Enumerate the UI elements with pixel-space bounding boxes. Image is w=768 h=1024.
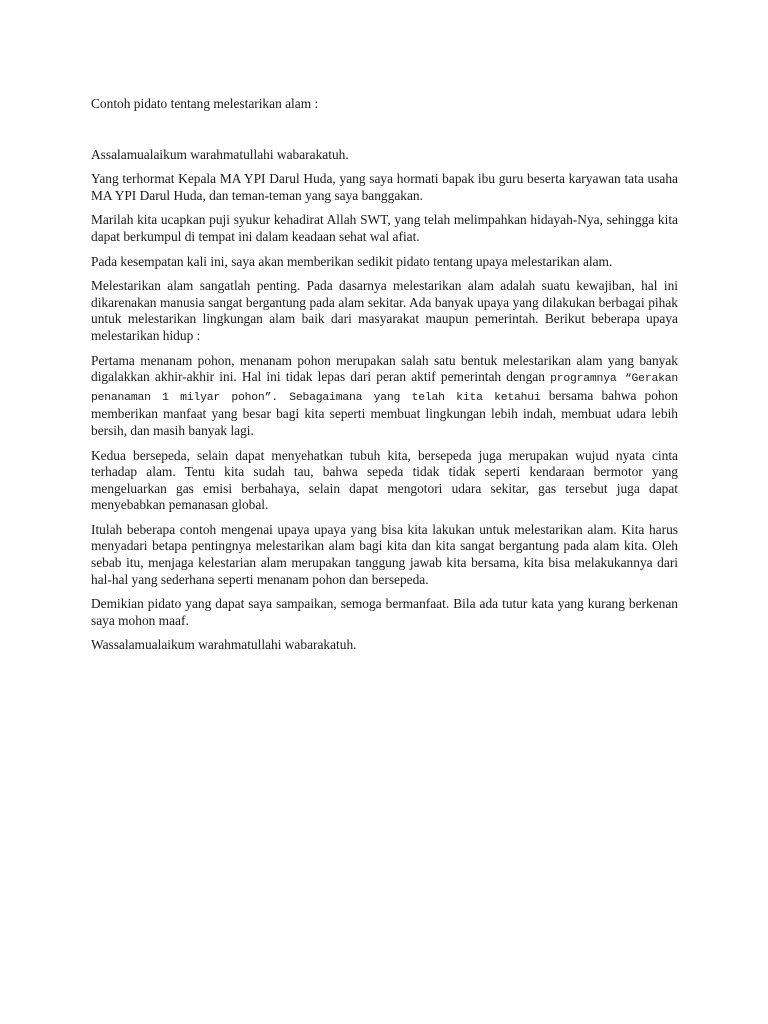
planting-trees-text-1: Pertama menanam pohon, menanam pohon merupakan salah satu bentuk melestarikan alam yang banyak digalakkan akhir-akhir ini. Hal ini tidak lepas dari peran aktif pemerintah dengan <box>91 352 678 385</box>
importance-paragraph: Melestarikan alam sangatlah penting. Pada dasarnya melestarikan alam adalah suatu kewajiban, hal ini dikarenakan manusia sangat bergantung pada alam sekitar. Ada banyak upaya yang dilakukan berbagai pihak untuk melestarikan lingkungan alam baik dari masyarakat maupun pemerintah. Berikut beberapa upaya melestarikan hidup : <box>91 278 678 343</box>
document-title: Contoh pidato tentang melestarikan alam : <box>91 96 319 111</box>
salutation-paragraph: Yang terhormat Kepala MA YPI Darul Huda, yang saya hormati bapak ibu guru beserta karyawan tata usaha MA YPI Darul Huda, dan teman-teman yang saya banggakan. <box>91 171 678 203</box>
conclusion-paragraph: Itulah beberapa contoh mengenai upaya upaya yang bisa kita lakukan untuk melestarikan alam. Kita harus menyadari betapa pentingnya melestarikan alam bagi kita dan kita sangat bergantung pada alam kita. Oleh sebab itu, menjaga kelestarian alam merupakan tanggung jawab kita bersama, kita bisa melakukannya dari hal-hal yang sederhana seperti menanam pohon dan bersepeda. <box>91 521 678 587</box>
intro-paragraph: Pada kesempatan kali ini, saya akan memberikan sedikit pidato tentang upaya melestarikan alam. <box>91 253 613 269</box>
document-body <box>91 96 678 662</box>
cycling-paragraph: Kedua bersepeda, selain dapat menyehatkan tubuh kita, bersepeda juga merupakan wujud nyata cinta terhadap alam. Tentu kita sudah tau, bahwa sepeda tidak tidak seperti kendaraan bermotor yang mengeluarkan gas emisi berbahaya, selain dapat mengotori udara sekitar, gas tersebut juga dapat menyebabkan pemanasan global. <box>91 447 678 513</box>
planting-trees-text-2: bersama bahwa pohon memberikan manfaat yang besar bagi kita seperti membuat lingkungan lebih indah, membuat udara lebih bersih, dan masih banyak lagi. <box>91 387 678 438</box>
planting-trees-paragraph <box>91 353 678 440</box>
planting-trees-program-text: programnya “Gerakan penanaman 1 milyar pohon”. Sebagaimana yang telah kita ketahui <box>91 373 678 404</box>
gratitude-paragraph: Marilah kita ucapkan puji syukur kehadirat Allah SWT, yang telah melimpahkan hidayah-Nya, sehingga kita dapat berkumpul di tempat ini dalam keadaan sehat wal afiat. <box>91 212 678 244</box>
closing-remarks-paragraph: Demikian pidato yang dapat saya sampaikan, semoga bermanfaat. Bila ada tutur kata yang kurang berkenan saya mohon maaf. <box>91 596 678 628</box>
closing-greeting: Wassalamualaikum warahmatullahi wabarakatuh. <box>91 637 357 653</box>
greeting-paragraph: Assalamualaikum warahmatullahi wabarakatuh. <box>91 146 349 162</box>
